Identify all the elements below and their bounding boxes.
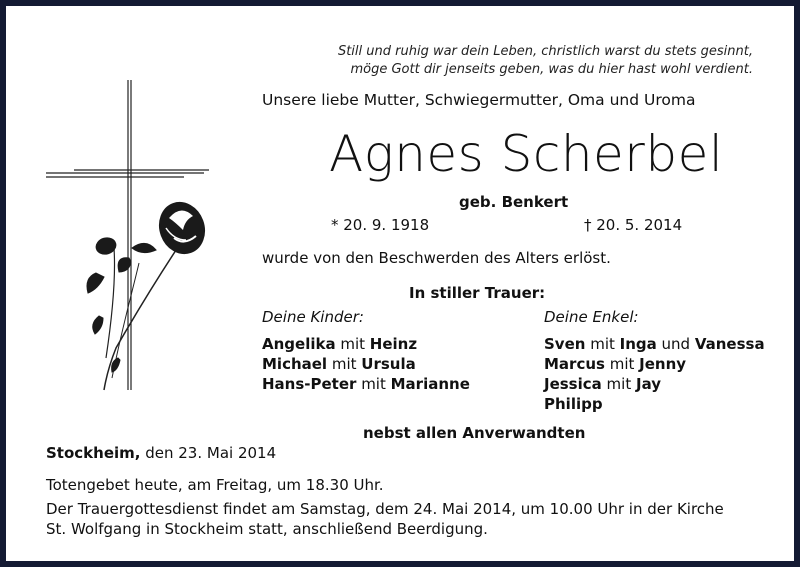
- grandchildren-list: [544, 334, 765, 414]
- list-item: Sven mit Inga und Vanessa: [544, 335, 765, 353]
- quote-line-1: Still und ruhig war dein Leben, christlich warst du stets gesinnt,: [337, 44, 753, 59]
- birth-name: geb. Benkert: [459, 193, 569, 211]
- grandchildren-heading: Deine Enkel:: [544, 308, 639, 326]
- list-item: Michael mit Ursula: [262, 355, 416, 373]
- relatives-line: nebst allen Anverwandten: [363, 424, 586, 442]
- place-date-text: den 23. Mai 2014: [140, 444, 277, 462]
- deceased-name: Agnes Scherbel: [329, 125, 724, 183]
- service-line-1: Der Trauergottesdienst findet am Samstag, dem 24. Mai 2014, um 10.00 Uhr in der Kirche: [46, 500, 724, 518]
- list-item: Marcus mit Jenny: [544, 355, 687, 373]
- place-date: [46, 444, 276, 462]
- relief-line: wurde von den Beschwerden des Alters erlöst.: [262, 249, 611, 267]
- list-item: Jessica mit Jay: [544, 375, 662, 393]
- cross-with-rose-icon: [44, 78, 214, 398]
- list-item: Philipp: [544, 395, 603, 413]
- quote-line-2: möge Gott dir jenseits geben, was du hier hast wohl verdient.: [350, 62, 753, 77]
- children-list: [262, 334, 470, 394]
- birth-date: * 20. 9. 1918: [331, 216, 430, 234]
- death-date: † 20. 5. 2014: [584, 216, 683, 234]
- service-line-2: St. Wolfgang in Stockheim statt, anschließend Beerdigung.: [46, 520, 488, 538]
- list-item: Hans-Peter mit Marianne: [262, 375, 470, 393]
- list-item: Angelika mit Heinz: [262, 335, 418, 353]
- intro-line: Unsere liebe Mutter, Schwiegermutter, Oma und Uroma: [262, 91, 696, 109]
- children-heading: Deine Kinder:: [262, 308, 364, 326]
- place-town: Stockheim,: [46, 444, 141, 462]
- mourning-heading: In stiller Trauer:: [409, 284, 546, 302]
- prayer-line: Totengebet heute, am Freitag, um 18.30 Uhr.: [46, 476, 384, 494]
